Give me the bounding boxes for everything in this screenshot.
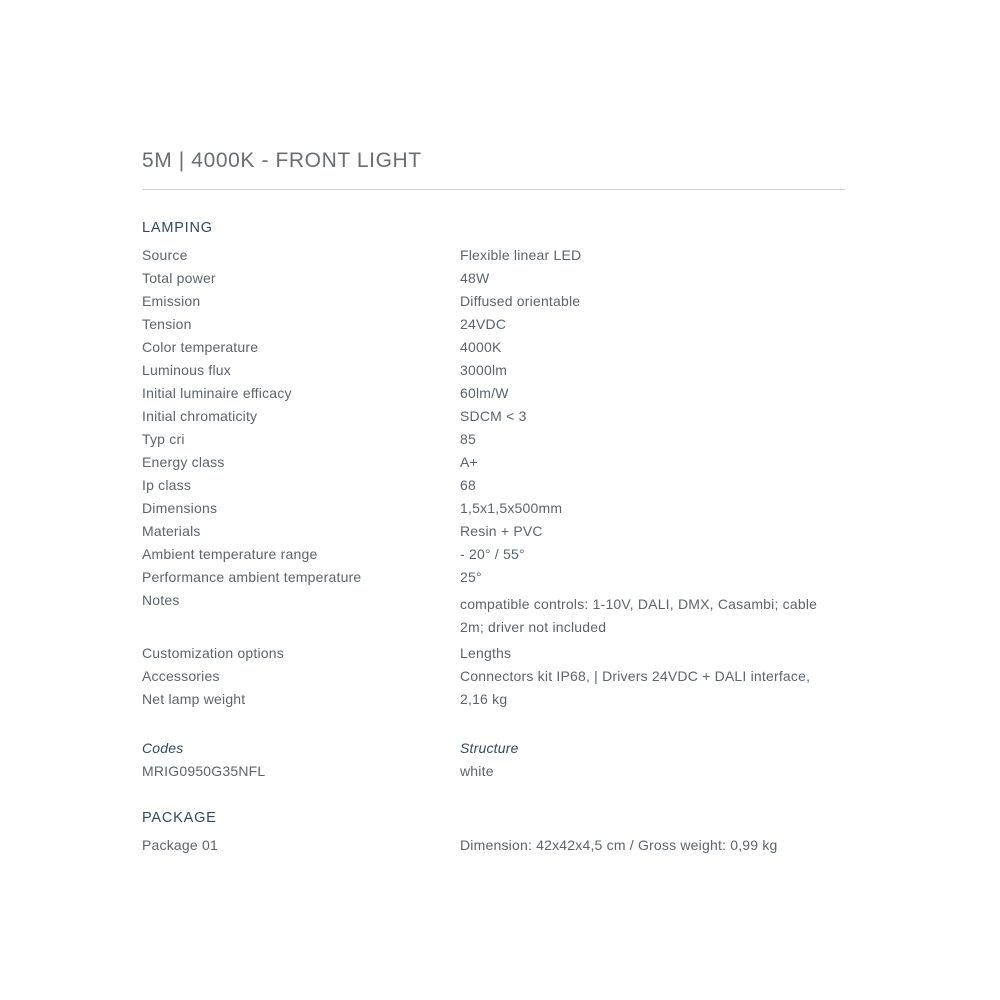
- spec-label: Performance ambient temperature: [142, 569, 362, 585]
- structure-column: [460, 737, 519, 783]
- spec-label: Emission: [142, 293, 201, 309]
- spec-row: [142, 834, 845, 857]
- spec-label: Ambient temperature range: [142, 546, 318, 562]
- spec-label: Initial luminaire efficacy: [142, 385, 292, 401]
- spec-value: 1,5x1,5x500mm: [460, 500, 563, 516]
- spec-value: A+: [460, 454, 478, 470]
- spec-label: Materials: [142, 523, 201, 539]
- spec-value: 25°: [460, 569, 482, 585]
- spec-row: [142, 543, 845, 566]
- codes-column: [142, 737, 460, 783]
- spec-row: [142, 474, 845, 497]
- structure-heading: Structure: [460, 740, 519, 756]
- spec-value: 85: [460, 431, 476, 447]
- spec-label: Dimensions: [142, 500, 218, 516]
- spec-label: Color temperature: [142, 339, 259, 355]
- spec-value: 2,16 kg: [460, 691, 508, 707]
- spec-row: [142, 267, 845, 290]
- spec-value: 68: [460, 477, 476, 493]
- codes-heading: Codes: [142, 740, 184, 756]
- spec-value: SDCM < 3: [460, 408, 527, 424]
- spec-row: [142, 313, 845, 336]
- spec-label: Net lamp weight: [142, 691, 246, 707]
- spec-value: 24VDC: [460, 316, 507, 332]
- spec-label: Notes: [142, 592, 180, 608]
- lamping-spec-table: [142, 244, 845, 711]
- spec-row: [142, 382, 845, 405]
- spec-label: Package 01: [142, 837, 218, 853]
- spec-label: Accessories: [142, 668, 220, 684]
- spec-row: [142, 688, 845, 711]
- spec-value: Lengths: [460, 645, 512, 661]
- spec-label: Tension: [142, 316, 192, 332]
- spec-label: Initial chromaticity: [142, 408, 258, 424]
- spec-row: [142, 405, 845, 428]
- spec-sheet: [142, 150, 845, 857]
- section-heading-package: PACKAGE: [142, 810, 217, 826]
- spec-value: Flexible linear LED: [460, 247, 582, 263]
- spec-label: Energy class: [142, 454, 225, 470]
- page-title: 5M | 4000K - FRONT LIGHT: [142, 149, 422, 172]
- spec-value: 3000lm: [460, 362, 508, 378]
- spec-value: 60lm/W: [460, 385, 509, 401]
- spec-row: [142, 336, 845, 359]
- spec-row: [142, 642, 845, 665]
- spec-value: 48W: [460, 270, 490, 286]
- spec-label: Luminous flux: [142, 362, 231, 378]
- spec-row: [142, 244, 845, 267]
- spec-value: Diffused orientable: [460, 293, 581, 309]
- spec-label: Typ cri: [142, 431, 185, 447]
- spec-row: [142, 566, 845, 589]
- spec-label: Source: [142, 247, 188, 263]
- spec-row: [142, 589, 845, 642]
- spec-label: Total power: [142, 270, 216, 286]
- title-divider: [142, 189, 845, 190]
- spec-label: Ip class: [142, 477, 192, 493]
- structure-value: white: [460, 763, 494, 779]
- spec-value: 4000K: [460, 339, 502, 355]
- product-code: MRIG0950G35NFL: [142, 763, 266, 779]
- spec-value: - 20° / 55°: [460, 546, 525, 562]
- section-heading-lamping: LAMPING: [142, 220, 213, 236]
- spec-row: [142, 520, 845, 543]
- spec-row: [142, 428, 845, 451]
- spec-value: Resin + PVC: [460, 523, 543, 539]
- spec-row: [142, 359, 845, 382]
- spec-row: [142, 665, 845, 688]
- spec-label: Customization options: [142, 645, 284, 661]
- codes-structure-section: [142, 737, 845, 783]
- spec-row: [142, 451, 845, 474]
- package-spec-table: [142, 834, 845, 857]
- spec-row: [142, 497, 845, 520]
- spec-value: Dimension: 42x42x4,5 cm / Gross weight: 0,99 kg: [460, 837, 778, 853]
- spec-value: compatible controls: 1-10V, DALI, DMX, Casambi; cable 2m; driver not included: [460, 596, 818, 635]
- spec-row: [142, 290, 845, 313]
- spec-value: Connectors kit IP68, | Drivers 24VDC + DALI interface,: [460, 668, 811, 684]
